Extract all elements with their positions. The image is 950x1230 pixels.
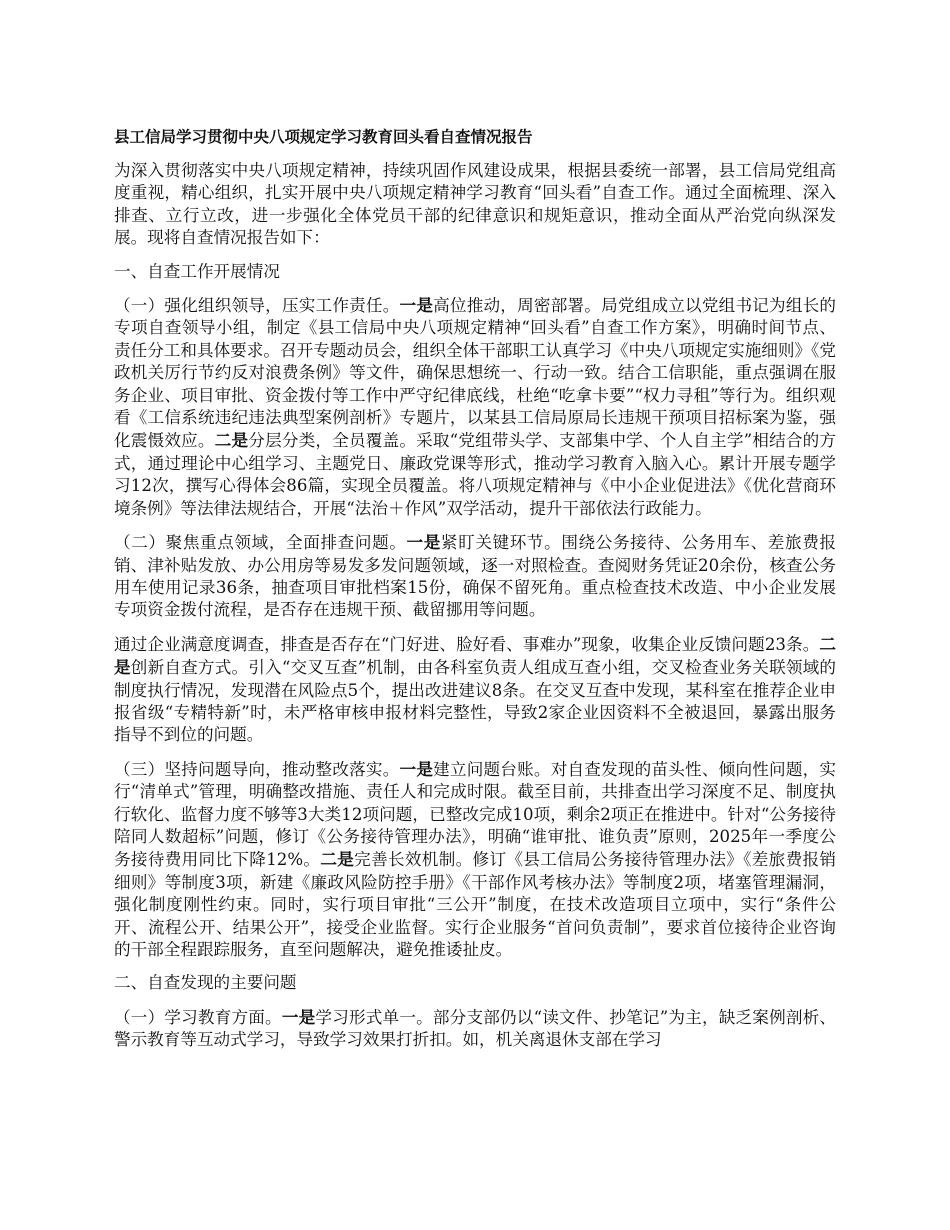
bold-marker: 一是 (281, 1006, 316, 1027)
section-heading-1: 一、自查工作开展情况 (114, 261, 280, 281)
paragraph-organization (114, 294, 836, 520)
bold-marker: 二是 (214, 430, 249, 451)
text: 学习形式单一。部分支部仍以“读文件、抄笔记”为主，缺乏案例剖析、警示教育等互动式学习，导致学习效果打折扣。如，机关离退休支部在学习 (114, 1007, 837, 1050)
text: （一）学习教育方面。 (114, 1007, 282, 1027)
bold-marker: 二是 (320, 849, 355, 870)
paragraph-learning-issues (114, 1006, 836, 1052)
text: （二）聚焦重点领域，全面排查问题。 (114, 533, 407, 553)
bold-marker: 一是 (399, 758, 434, 779)
intro-paragraph: 为深入贯彻落实中央八项规定精神，持续巩固作风建设成果，根据县委统一部署，县工信局党组高度重视，精心组织，扎实开展中央八项规定精神学习教育“回头看”自查工作。通过全面梳理、深入排查、立行立改，进一步强化全体党员干部的纪律意识和规矩意识，推动全面从严治党向纵深发展。现将自查情况报告如下： (114, 161, 836, 248)
text: 紧盯关键环节。围绕公务接待、公务用车、差旅费报销、津补贴发放、办公用房等易发多发问题领域，逐一对照检查。查阅财务凭证20余份，核查公务用车使用记录36条，抽查项目审批档案15份，确保不留死角。重点检查技术改造、中小企业发展专项资金拨付流程，是否存在违规干预、截留挪用等问题。 (114, 533, 837, 620)
text: 完善长效机制。修订《县工信局公务接待管理办法》《差旅费报销细则》等制度3项，新建《廉政风险防控手册》《干部作风考核办法》等制度2项，堵塞管理漏洞，强化制度刚性约束。同时，实行项目审批“三公开”制度，在技术改造项目立项中，实行“条件公开、流程公开、结果公开”，接受企业监督。实行企业服务“首问负责制”，要求首位接待企业咨询的干部全程跟踪服务，直至问题解决，避免推诿扯皮。 (114, 850, 836, 959)
paragraph-rectification (114, 758, 836, 962)
document-page (114, 126, 836, 1063)
bold-marker: 一是 (406, 532, 441, 553)
paragraph-survey (114, 633, 836, 747)
document-title: 县工信局学习贯彻中央八项规定学习教育回头看自查情况报告 (114, 127, 533, 146)
section-heading-2: 二、自查发现的主要问题 (114, 973, 297, 993)
text: （一）强化组织领导，压实工作责任。 (114, 296, 400, 316)
text: 高位推动，周密部署。局党组成立以党组书记为组长的专项自查领导小组，制定《县工信局中央八项规定精神“回头看”自查工作方案》，明确时间节点、责任分工和具体要求。召开专题动员会，组织全体干部职工认真学习《中央八项规定实施细则》《党政机关厉行节约反对浪费条例》等文件，确保思想统一、行动一致。结合工信职能，重点强调在服务企业、项目审批、资金拨付等工作中严守纪律底线，杜绝“吃拿卡要”“权力寻租”等行为。组织观看《工信系统违纪违法典型案例剖析》专题片，以某县工信局原局长违规干预项目招标案为鉴，强化震慑效应。 (114, 296, 837, 451)
bold-marker: 二是 (114, 633, 836, 678)
text: 分层分类，全员覆盖。采取“党组带头学、支部集中学、个人自主学”相结合的方式，通过理论中心组学习、主题党日、廉政党课等形式，推动学习教育入脑入心。累计开展专题学习12次，撰写心得体会86篇，实现全员覆盖。将八项规定精神与《中小企业促进法》《优化营商环境条例》等法律法规结合，开展“法治＋作风”双学活动，提升干部依法行政能力。 (114, 431, 837, 518)
paragraph-key-areas (114, 531, 836, 622)
text: 创新自查方式。引入“交叉互查”机制，由各科室负责人组成互查小组，交叉检查业务关联领域的制度执行情况，发现潜在风险点5个，提出改进建议8条。在交叉互查中发现，某科室在推荐企业申报省级“专精特新”时，未严格审核申报材料完整性，导致2家企业因资料不全被退回，暴露出服务指导不到位的问题。 (114, 658, 837, 745)
bold-marker: 一是 (399, 295, 434, 316)
text: 通过企业满意度调查，排查是否存在“门好进、脸好看、事难办”现象，收集企业反馈问题23条。 (114, 634, 820, 654)
text: （三）坚持问题导向，推动整改落实。 (114, 759, 400, 779)
text: 建立问题台账。对自查发现的苗头性、倾向性问题，实行“清单式”管理，明确整改措施、责任人和完成时限。截至目前，共排查出学习深度不足、制度执行软化、监督力度不够等3大类12项问题，已整改完成10项，剩余2项正在推进中。针对“公务接待陪同人数超标”问题，修订《公务接待管理办法》，明确“谁审批、谁负责”原则，2025年一季度公务接待费用同比下降12%。 (114, 759, 837, 870)
